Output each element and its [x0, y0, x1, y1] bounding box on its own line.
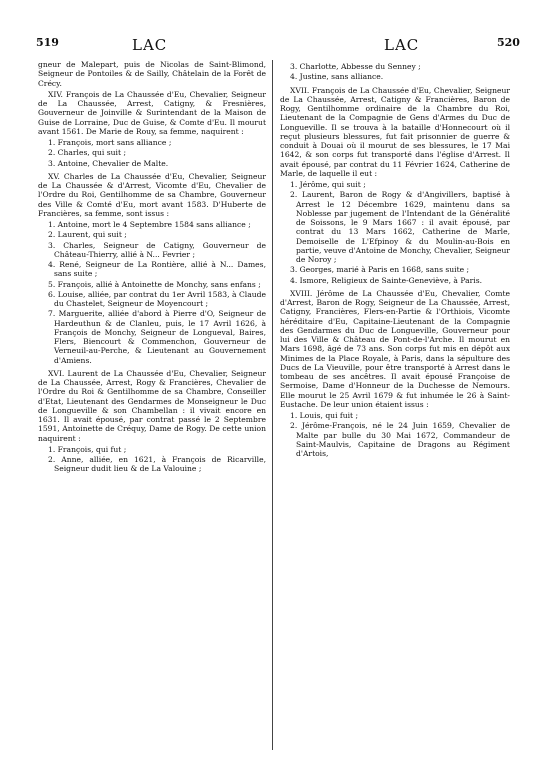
enumeration-list: [280, 180, 510, 285]
left-column: [38, 60, 266, 478]
list-item: 1. Jérôme, qui suit ;: [290, 180, 366, 189]
list-item: 2. Laurent, qui suit ;: [48, 230, 127, 240]
list-item: 4. René, Seigneur de La Rontière, allié à N... Dames, sans suite ;: [48, 260, 266, 279]
list-item: 7. Marguerite, alliée d'abord à Pierre d'O, Seigneur de Hardeuthun & de Clanleu, puis, le 17 Avril 1626, à François de Monchy, Seigneur de Longueval, Baires, Flers, Biencourt & Commenchon, Gouverneur de Verneuil-au-Perche, & Lieutenant au Gouvernement d'Amiens.: [48, 309, 266, 365]
enumeration-list: [38, 445, 266, 474]
list-item: 4. Ismore, Religieux de Sainte-Geneviève, à Paris.: [290, 275, 483, 285]
left-running-head: LAC: [132, 36, 168, 54]
list-item: 1. François, mort sans alliance ;: [48, 138, 172, 147]
list-item: 2. Laurent, Baron de Rogy & d'Angivillers, baptisé à Arrest le 12 Décembre 1629, maintenu dans sa Noblesse par jugement de l'Intendant de la Généralité de Soissons, le 9 Mars 1667 : il avait épousé, par contrat du 13 Mars 1662, Catherine de Marle, Demoiselle de L'Efpinoy & du Moulin-au-Bois en partie, veuve d'Antoine de Monchy, Chevalier, Seigneur de Noroy ;: [290, 190, 511, 264]
paragraph: XV. Charles de La Chaussée d'Eu, Chevalier, Seigneur de La Chaussée & d'Arrest, Vicomte d'Eu, Chevalier de l'Ordre du Roi, Gentilhomme de sa Chambre, Gouverneur des Ville & Comté d'Eu, mort avant 1583. D'Huberte de Francières, sa femme, sont issus :: [38, 171, 266, 218]
list-item: 6. Louise, alliée, par contrat du 1er Avril 1583, à Claude du Chastelet, Seigneur de Moyencourt ;: [48, 289, 266, 308]
paragraph: XVI. Laurent de La Chaussée d'Eu, Chevalier, Seigneur de La Chaussée, Arrest, Rogy & Francières, Chevalier de l'Ordre du Roi & Gentilhomme de sa Chambre, Conseiller d'Etat, Lieutenant des Gendarmes de Monseigneur le Duc de Longueville & son Chambellan : il vivait encore en 1631. Il avait épousé, par contrat passé le 2 Septembre 1591, Antoinette de Créquy, Dame de Rogy. De cette union naquirent :: [38, 368, 266, 443]
list-item: 2. Anne, alliée, en 1621, à François de Ricarville, Seigneur dudit lieu & de La Valouine ;: [48, 455, 266, 474]
list-item: 2. Charles, qui suit ;: [48, 148, 126, 158]
list-item: 1. Antoine, mort le 4 Septembre 1584 sans alliance ;: [48, 220, 251, 229]
paragraph: gneur de Malepart, puis de Nicolas de Saint-Blimond, Seigneur de Pontoiles & de Sailly, Châtelain de la Forêt de Crécy.: [38, 60, 266, 88]
list-item: 1. François, qui fut ;: [48, 444, 127, 454]
list-item: 3. Charlotte, Abbesse du Senney ;: [290, 62, 421, 71]
list-item: 3. Georges, marié à Paris en 1668, sans suite ;: [290, 265, 470, 275]
enumeration-list: [280, 411, 510, 458]
enumeration-list: [38, 220, 266, 365]
list-item: 3. Charles, Seigneur de Catigny, Gouverneur de Château-Thierry, allié à N... Fevrier ;: [48, 240, 266, 259]
list-item: 1. Louis, qui fuit ;: [290, 411, 359, 420]
paragraph: XVIII. Jérôme de La Chaussée d'Eu, Chevalier, Comte d'Arrest, Baron de Rogy, Seigneur de La Chaussée, Arrest, Catigny, Francières, Flers-en-Partie & l'Orthiois, Vicomte héréditaire d'Eu, Capitaine-Lieutenant de la Compagnie des Gendarmes du Duc de Longueville, Gouverneur pour lui des Ville & Château de Pont-de-l'Arche. Il mourut en Mars 1698, âgé de 73 ans. Son corps fut mis en dépôt aux Minimes de la Place Royale, à Paris, dans la sépulture des Ducs de La Vieuville, pour être transporté à Arrest dans le tombeau de ses ancêtres. Il avait épousé Françoise de Sermoise, Dame d'Honneur de la Duchesse de Nemours. Elle mourut le 25 Avril 1679 & fut inhumée le 26 à Saint-Eustache. De leur union étaient issus :: [280, 288, 510, 409]
left-page-number: 519: [36, 36, 59, 49]
right-running-head: LAC: [384, 36, 420, 54]
paragraph: XVII. François de La Chaussée d'Eu, Chevalier, Seigneur de La Chaussée, Arrest, Catigny & Francières, Baron de Rogy, Gentilhomme ordinaire de la Chambre du Roi, Lieutenant de la Compagnie de Gens d'Armes du Duc de Longueville. Il se trouva à la bataille d'Honnecourt où il reçut plusieurs blessures, fut fait prisonnier de guerre & conduit à Douai où il mourut de ses blessures, le 17 Mai 1642, & son corps fut transporté dans l'église d'Arrest. Il avait épousé, par contrat du 11 Février 1624, Catherine de Marle, de laquelle il eut :: [280, 85, 510, 178]
enumeration-list: [280, 62, 510, 82]
list-item: 5. François, allié à Antoinette de Monchy, sans enfans ;: [48, 279, 261, 289]
list-item: 4. Justine, sans alliance.: [290, 72, 384, 82]
enumeration-list: [38, 138, 266, 168]
paragraph: XIV. François de La Chaussée d'Eu, Chevalier, Seigneur de La Chaussée, Arrest, Catigny, & Fresnières, Gouverneur de Joinville & Surintendant de la Maison de Guise de Lorraine, Duc de Guise, & Comte d'Eu. Il mourut avant 1561. De Marie de Rouy, sa femme, naquirent :: [38, 89, 266, 136]
right-page-number: 520: [497, 36, 520, 49]
column-divider: [272, 60, 273, 750]
right-column: [280, 60, 510, 462]
list-item: 3. Antoine, Chevalier de Malte.: [48, 158, 169, 168]
list-item: 2. Jérôme-François, né le 24 Juin 1659, Chevalier de Malte par bulle du 30 Mai 1672, Commandeur de Saint-Maulvis, Capitaine de Dragons au Régiment d'Artois,: [290, 421, 510, 458]
